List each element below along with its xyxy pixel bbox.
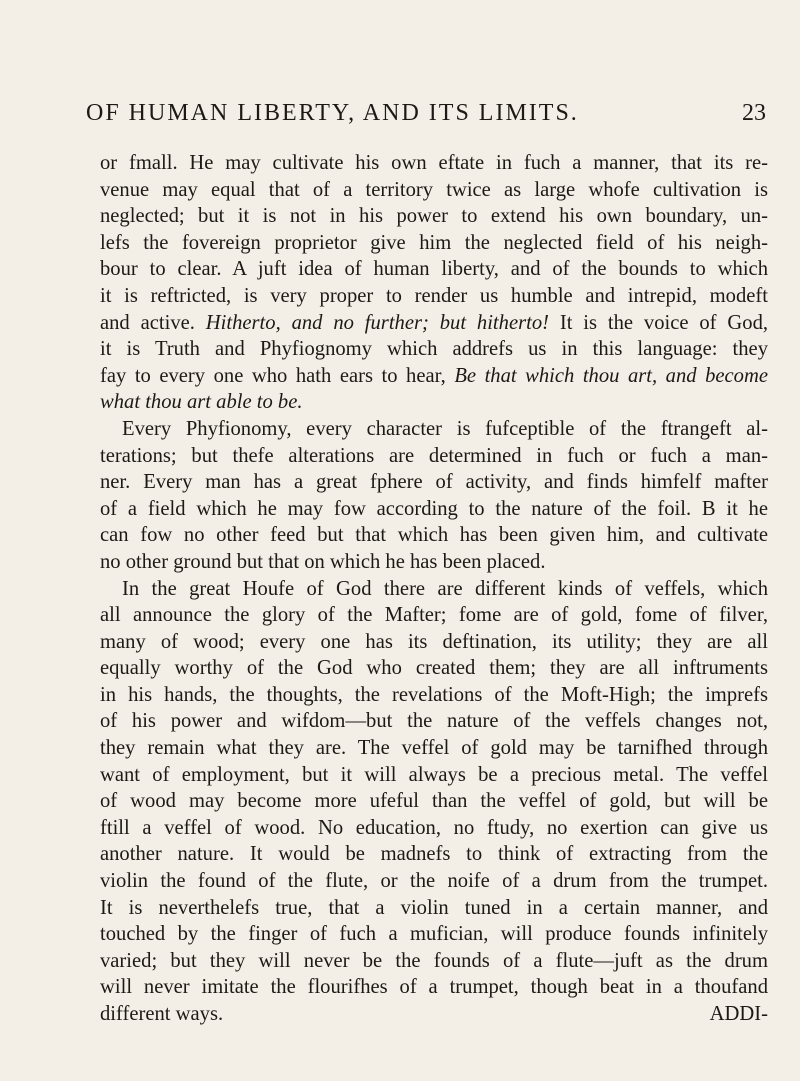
text-line: of his power and wifdom—but the nature of the veffels changes not, [100, 710, 768, 733]
text-line: bour to clear. A juft idea of human liberty, and of the bounds to which [100, 258, 768, 281]
text-line: what thou art able to be. [100, 391, 303, 414]
text-line: of wood may become more ufeful than the veffel of gold, but will be [100, 790, 768, 813]
body-text [100, 150, 768, 1028]
page-number: 23 [742, 100, 766, 126]
text-line: In the great Houfe of God there are different kinds of veffels, which [122, 577, 768, 600]
running-title: OF HUMAN LIBERTY, AND ITS LIMITS. [86, 100, 579, 126]
text-line: or fmall. He may cultivate his own eftate in fuch a manner, that its re- [100, 152, 768, 174]
text-line: violin the found of the flute, or the noife of a drum from the trumpet. [100, 870, 768, 893]
final-line [100, 1001, 768, 1028]
text-line: all announce the glory of the Mafter; fome are of gold, fome of filver, [100, 604, 768, 627]
text-line: terations; but thefe alterations are determined in fuch or fuch a man- [100, 444, 768, 467]
text-line: want of employment, but it will always be a precious metal. The veffel [100, 763, 768, 786]
text-line: in his hands, the thoughts, the revelations of the Moft-High; the imprefs [100, 683, 768, 706]
text-line: many of wood; every one has its deftination, its utility; they are all [100, 630, 768, 653]
text-line: ner. Every man has a great fphere of activity, and finds himfelf mafter [100, 471, 768, 494]
text-line: It is neverthelefs true, that a violin tuned in a certain manner, and [100, 896, 768, 919]
text-line: varied; but they will never be the founds of a flute—juft as the drum [100, 949, 768, 972]
text-line: and active. Hitherto, and no further; but hitherto! It is the voice of God, [100, 311, 769, 334]
text-line: no other ground but that on which he has been placed. [100, 550, 546, 573]
text-line: equally worthy of the God who created them; they are all inftruments [100, 657, 768, 680]
text-line: another nature. It would be madnefs to think of extracting from the [100, 843, 768, 866]
text-line: it is reftricted, is very proper to render us humble and intrepid, modeft [100, 284, 768, 307]
catchword: ADDI- [709, 1003, 768, 1025]
text-line: of a field which he may fow according to the nature of the foil. B it he [100, 497, 768, 520]
text-line: different ways. [100, 1003, 224, 1025]
text-line: fay to every one who hath ears to hear, Be that which thou art, and become [100, 364, 768, 387]
text-line: Every Phyfionomy, every character is fufceptible of the ftrangeft al- [122, 417, 768, 440]
text-line: it is Truth and Phyfiognomy which addrefs us in this language: they [100, 338, 768, 361]
text-line: can fow no other feed but that which has been given him, and cultivate [100, 524, 768, 547]
text-line: lefs the fovereign proprietor give him the neglected field of his neigh- [100, 231, 768, 254]
text-line: neglected; but it is not in his power to extend his own boundary, un- [100, 205, 768, 228]
page-header [86, 100, 766, 127]
text-line: will never imitate the flourifhes of a trumpet, though beat in a thoufand [100, 976, 768, 999]
text-line: venue may equal that of a territory twice as large whofe cultivation is [100, 178, 768, 201]
text-line: touched by the finger of fuch a mufician, will produce founds infinitely [100, 923, 768, 946]
text-line: ftill a veffel of wood. No education, no ftudy, no exertion can give us [100, 816, 768, 839]
text-line: they remain what they are. The veffel of gold may be tarnifhed through [100, 737, 768, 760]
